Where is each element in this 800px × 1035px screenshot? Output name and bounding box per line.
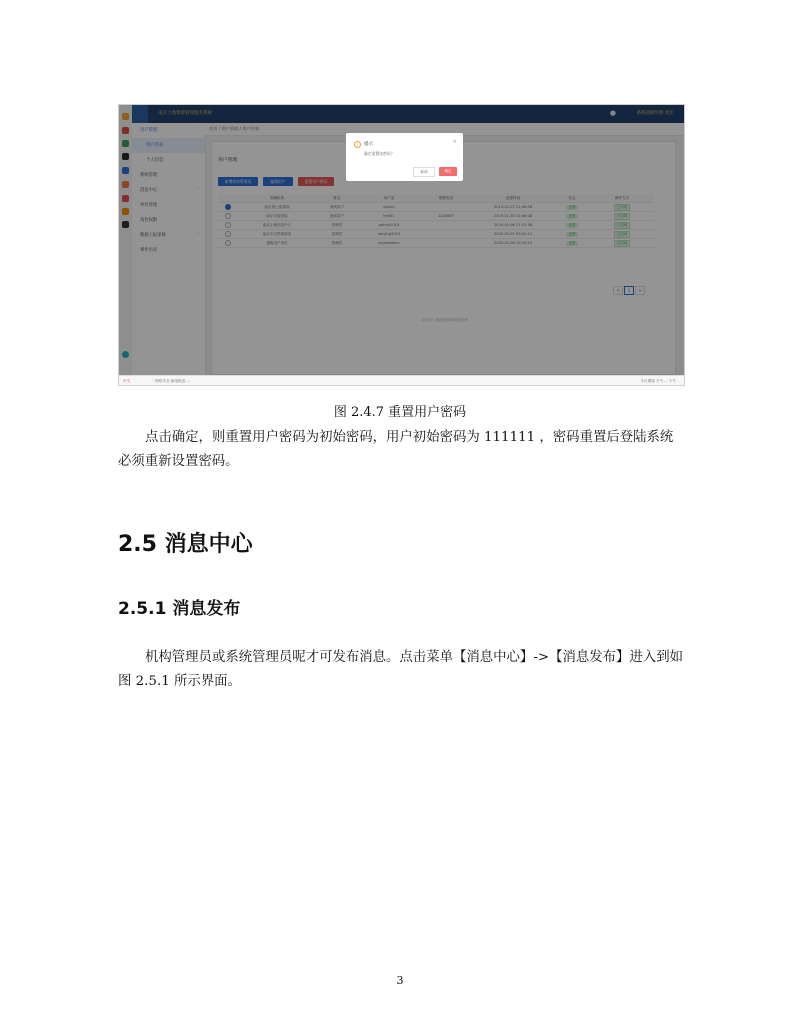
dialog-message: 确定重置该密码？ bbox=[364, 151, 395, 156]
status-badge: 正常 bbox=[568, 204, 576, 209]
status-badge: 正常 bbox=[568, 222, 576, 227]
chevron-icon: ˅ bbox=[196, 248, 199, 253]
os-taskbar bbox=[119, 375, 684, 386]
table-header-cell[interactable]: 操作方式 bbox=[590, 194, 654, 203]
operation-button[interactable]: 已启用 bbox=[614, 231, 631, 238]
confirm-dialog bbox=[346, 133, 463, 181]
table-cell: 2019-12-30 12:06:08 bbox=[472, 212, 554, 221]
figure-caption: 图 2.4.7 重置用户密码 bbox=[333, 405, 467, 420]
table-cell: 2020-01-06 17:12:36 bbox=[472, 221, 554, 230]
chevron-icon: ˄ bbox=[196, 128, 199, 133]
operation-button[interactable]: 已启用 bbox=[614, 222, 631, 229]
subsection-heading-2-5-1: 2.5.1 消息发布 bbox=[118, 599, 241, 619]
app-footer: 南京市土地资源管理服务系统 bbox=[421, 318, 468, 322]
table-cell: 1234567 bbox=[420, 212, 472, 221]
sidebar-item-label: 事件历史 bbox=[140, 248, 158, 253]
page-button[interactable]: < bbox=[613, 286, 623, 295]
table-cell: 管理员 bbox=[316, 239, 358, 248]
page-button[interactable]: 1 bbox=[624, 286, 634, 295]
paragraph-reset-password: 点击确定，则重置用户密码为初始密码，用户初始密码为 111111 ，密码重置后登陆系统必须重新设置密码。 bbox=[118, 430, 674, 469]
paragraph-message-publish: 机构管理员或系统管理员呢才可发布消息。点击菜单【消息中心】->【消息发布】进入到如图 2.5.1 所示界面。 bbox=[118, 650, 683, 689]
table-cell: 2020-01-08 10:15:23 bbox=[472, 239, 554, 248]
confirm-button[interactable]: 确定 bbox=[439, 167, 457, 176]
sidebar-item-label: 系统管理 bbox=[140, 173, 158, 178]
table-cell: 南京国土资源局 bbox=[238, 203, 316, 212]
table-cell: 管理员 bbox=[316, 230, 358, 239]
edit-user-button[interactable]: 编辑用户 bbox=[263, 177, 293, 186]
sidebar-item-label: 数据上报审核 bbox=[140, 233, 166, 238]
table-cell: 管理员 bbox=[316, 221, 358, 230]
table-cell: superadmin bbox=[358, 239, 420, 248]
table-cell: 测试用户 bbox=[316, 212, 358, 221]
taskbar-tray[interactable]: 今日要闻 天气 ... 下午 bbox=[640, 379, 676, 383]
sidebar-item-label: 单位管理 bbox=[140, 203, 158, 208]
sidebar-item-label: 用户管理 bbox=[140, 128, 158, 133]
figure-screenshot bbox=[118, 104, 685, 386]
table-cell: test01 bbox=[358, 212, 420, 221]
table-header-cell[interactable]: 创建时间 bbox=[472, 194, 554, 203]
status-badge: 正常 bbox=[568, 213, 576, 218]
add-org-admin-button[interactable]: 新增机构管理员 bbox=[218, 177, 258, 186]
table-cell: 南京市自然资源局 bbox=[238, 230, 316, 239]
sidebar-item-label: 个人信息 bbox=[146, 158, 164, 163]
table-header-cell[interactable]: 姓名 bbox=[316, 194, 358, 203]
sidebar-item-label: 角色权限 bbox=[140, 218, 158, 223]
page-number: 3 bbox=[396, 974, 404, 987]
cancel-button[interactable]: 取消 bbox=[413, 167, 435, 177]
sidebar-item-label: 消息中心 bbox=[140, 188, 158, 193]
table-cell: 南京土地信息中心 bbox=[238, 221, 316, 230]
table-cell: admin bbox=[358, 203, 420, 212]
table-header-cell[interactable]: 状态 bbox=[554, 194, 590, 203]
bell-icon[interactable]: ● bbox=[609, 109, 616, 117]
table-header-cell[interactable]: 所属机构 bbox=[238, 194, 316, 203]
section-heading-2-5: 2.5 消息中心 bbox=[118, 532, 253, 557]
table-cell: admin2019 bbox=[358, 221, 420, 230]
status-badge: 正常 bbox=[568, 231, 576, 236]
panel-title: 用户管理 bbox=[218, 158, 238, 163]
table-header-cell[interactable]: 联系电话 bbox=[420, 194, 472, 203]
table-header-cell[interactable]: 用户名 bbox=[358, 194, 420, 203]
dialog-title: 提示 bbox=[364, 142, 374, 147]
table-cell: 2019-12-27 11:08:58 bbox=[472, 203, 554, 212]
chevron-icon: ˅ bbox=[196, 188, 199, 193]
page-button[interactable]: > bbox=[635, 286, 645, 295]
warning-icon: ! bbox=[354, 141, 361, 148]
chevron-icon: ˅ bbox=[196, 173, 199, 178]
table-cell: 测试用户 bbox=[316, 203, 358, 212]
chevron-icon: ˅ bbox=[196, 233, 199, 238]
table-cell: 2020-01-07 09:41:12 bbox=[472, 230, 554, 239]
operation-button[interactable]: 已启用 bbox=[614, 204, 631, 211]
taskbar-start[interactable]: 中文 bbox=[123, 379, 131, 383]
sidebar-item-label: 用户列表 bbox=[146, 143, 164, 148]
operation-button[interactable]: 已启用 bbox=[614, 213, 631, 220]
header-user-menu[interactable]: 系统超级管理 退出 bbox=[636, 111, 674, 116]
status-badge: 正常 bbox=[568, 240, 576, 245]
app-title: 南京土地资源管理服务系统 bbox=[158, 111, 212, 116]
reset-password-button[interactable]: 重置用户密码 bbox=[298, 177, 334, 186]
breadcrumb: 首页 / 用户管理 / 用户列表 bbox=[205, 123, 684, 136]
close-icon[interactable]: × bbox=[452, 139, 457, 145]
table-cell: nanjing2019 bbox=[358, 230, 420, 239]
taskbar-ticker[interactable]: · 网络安全 新闻推送 ... bbox=[153, 379, 190, 383]
table-cell: 南京市规划局 bbox=[238, 212, 316, 221]
table-cell: 超级用户单位 bbox=[238, 239, 316, 248]
operation-button[interactable]: 已启用 bbox=[614, 240, 631, 247]
